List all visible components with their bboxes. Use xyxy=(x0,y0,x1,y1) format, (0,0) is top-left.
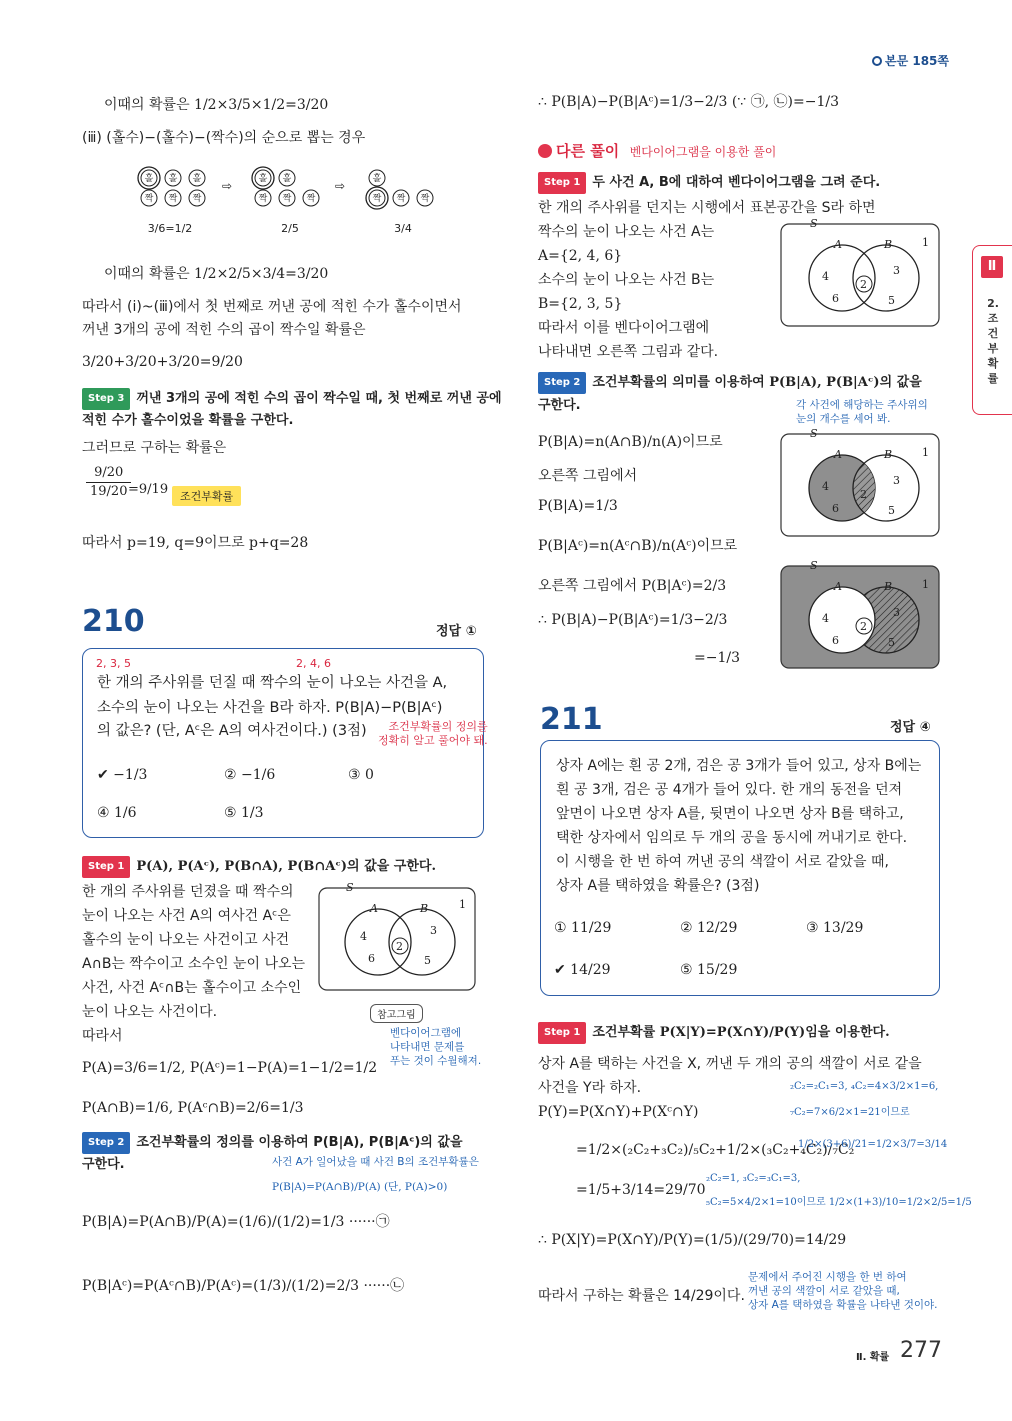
svg-text:짝: 짝 xyxy=(396,194,406,204)
svg-text:짝: 짝 xyxy=(372,194,382,204)
alt-step2-heading-2: 구한다. xyxy=(538,398,581,413)
answer-211: 정답 ④ xyxy=(890,720,931,735)
q211-final-note: 문제에서 주어진 시행을 한 번 하여 꺼낸 공의 색깔이 서로 같았을 때, 상자 A를 택하였을 확률을 나타낸 것이야. xyxy=(748,1271,938,1311)
final-answer-line: 따라서 p=19, q=9이므로 p+q=28 xyxy=(82,535,309,551)
alt-eq-3: P(B|Aᶜ)=n(Aᶜ∩B)/n(Aᶜ)이므로 xyxy=(538,538,738,554)
q211-line-5: 이 시행을 한 번 하여 꺼낸 공의 색깔이 서로 같았을 때, xyxy=(556,854,889,870)
venn-diagram-3 xyxy=(780,428,942,540)
svg-text:2: 2 xyxy=(860,278,867,291)
right-result-line: ∴ P(B|A)−P(B|Aᶜ)=1/3−2/3 (∵ ㉠, ㉡)=−1/3 xyxy=(538,94,839,110)
alt-icon xyxy=(538,144,552,158)
q211-choice-5[interactable]: ⑤ 15/29 xyxy=(680,962,738,978)
svg-text:2/5: 2/5 xyxy=(281,222,299,235)
s1-line-4: A∩B는 짝수이고 소수인 눈이 나오는 xyxy=(82,956,306,972)
step2-badge: Step 2 xyxy=(82,1132,130,1154)
annotation-even: 2, 4, 6 xyxy=(296,657,331,670)
q211-py-result: =1/5+3/14=29/70 xyxy=(576,1182,706,1198)
q210-step1-heading: Step 1 P(A), P(Aᶜ), P(B∩A), P(B∩Aᶜ)의 값을 구한다. xyxy=(82,856,436,878)
q211-line-3: 앞면이 나오면 상자 A를, 뒷면이 나오면 상자 B를 택하고, xyxy=(556,806,904,822)
summary-line-1: 따라서 (ⅰ)~(ⅲ)에서 첫 번째로 꺼낸 공에 적힌 수가 홀수이면서 xyxy=(82,299,462,315)
chapter-sidebar[interactable] xyxy=(972,245,1012,415)
alt-eq-4: 오른쪽 그림에서 P(B|Aᶜ)=2/3 xyxy=(538,578,727,594)
q211-def-1: 상자 A를 택하는 사건을 X, 꺼낸 두 개의 공의 색깔이 서로 같을 xyxy=(538,1056,922,1072)
q211-py-expand: =1/2×(₂C₂+₃C₂)/₅C₂+1/2×(₃C₂+₄C₂)/₇C₂ xyxy=(576,1142,855,1158)
q210-step2-heading-2: 구한다. xyxy=(82,1157,125,1172)
svg-text:2: 2 xyxy=(860,620,867,633)
svg-text:짝: 짝 xyxy=(420,194,430,204)
page-reference: 본문 185쪽 xyxy=(872,52,949,69)
q210-line-3: 의 값은? (단, Aᶜ은 A의 여사건이다.) (3점) xyxy=(97,723,367,739)
alt-s1-line-5: B={2, 3, 5} xyxy=(538,296,623,312)
q211-choice-3[interactable]: ③ 13/29 xyxy=(806,920,864,936)
svg-text:짝: 짝 xyxy=(192,194,202,204)
svg-text:5: 5 xyxy=(888,636,895,649)
alt-eq-5: ∴ P(B|A)−P(B|Aᶜ)=1/3−2/3 xyxy=(538,612,728,628)
svg-text:2: 2 xyxy=(860,488,867,501)
svg-text:A: A xyxy=(834,580,842,593)
q211-line-2: 흰 공 3개, 검은 공 4개가 들어 있다. 한 개의 동전을 던져 xyxy=(556,782,903,798)
q211-line-1: 상자 A에는 흰 공 2개, 검은 공 3개가 들어 있고, 상자 B에는 xyxy=(556,758,922,774)
alt-s1-line-2: 짝수의 눈이 나오는 사건 A는 xyxy=(538,224,715,240)
svg-text:3: 3 xyxy=(893,606,900,619)
svg-text:A: A xyxy=(370,902,378,915)
svg-text:5: 5 xyxy=(888,294,895,307)
q210-step2-heading: Step 2 조건부확률의 정의를 이용하여 P(B|A), P(B|Aᶜ)의 값을 xyxy=(82,1132,463,1154)
circle-icon xyxy=(872,56,882,66)
svg-text:S: S xyxy=(810,560,818,572)
alt-s1-line-4: 소수의 눈이 나오는 사건 B는 xyxy=(538,272,715,288)
svg-text:B: B xyxy=(420,902,429,915)
conditional-fraction: 9/20 19/20 xyxy=(86,464,131,501)
s1-line-2: 눈이 나오는 사건 A의 여사건 Aᶜ은 xyxy=(82,908,291,924)
choice-3[interactable]: ③ 0 xyxy=(348,767,374,783)
comb-note-2: ₇C₂=7×6/2×1=21이므로 xyxy=(790,1107,910,1118)
eq-cond-2: P(B|Aᶜ)=P(Aᶜ∩B)/P(Aᶜ)=(1/3)/(1/2)=2/3 ······㉡ xyxy=(82,1278,405,1294)
q211-py: P(Y)=P(X∩Y)+P(Xᶜ∩Y) xyxy=(538,1104,699,1120)
svg-text:1: 1 xyxy=(922,446,929,459)
q211-line-6: 상자 A를 택하였을 확률은? (3점) xyxy=(556,878,760,894)
eq-probabilities-1: P(A)=3/6=1/2, P(Aᶜ)=1−P(A)=1−1/2=1/2 xyxy=(82,1060,378,1076)
svg-text:A: A xyxy=(834,448,842,461)
conditional-tag: 조건부확률 xyxy=(172,486,241,506)
q211-conditional: ∴ P(X|Y)=P(X∩Y)/P(Y)=(1/5)/(29/70)=14/29 xyxy=(538,1232,847,1248)
step3-badge: Step 3 xyxy=(82,388,130,410)
svg-text:3/4: 3/4 xyxy=(394,222,412,235)
svg-text:S: S xyxy=(810,428,818,440)
eq-probabilities-2: P(A∩B)=1/6, P(Aᶜ∩B)=2/6=1/3 xyxy=(82,1100,304,1116)
comb-note-3: 1/2×(3+6)/21=1/2×3/7=3/14 xyxy=(798,1139,948,1150)
page-number: 277 xyxy=(900,1338,942,1363)
svg-text:1: 1 xyxy=(922,578,929,591)
svg-text:홀: 홀 xyxy=(372,174,382,184)
svg-text:⇨: ⇨ xyxy=(334,179,346,193)
prob-line-1: 이때의 확률은 1/2×3/5×1/2=3/20 xyxy=(104,97,329,113)
svg-text:3: 3 xyxy=(430,924,437,937)
alt-count-note: 각 사건에 해당하는 주사위의 눈의 개수를 세어 봐. xyxy=(796,399,928,425)
choice-5[interactable]: ⑤ 1/3 xyxy=(224,805,264,821)
svg-text:1: 1 xyxy=(922,236,929,249)
venn-diagram-2 xyxy=(780,218,942,330)
svg-text:B: B xyxy=(884,448,893,461)
section-label: 2.조건부확률 xyxy=(987,297,999,385)
alt-s1-line-1: 한 개의 주사위를 던지는 시행에서 표본공간을 S라 하면 xyxy=(538,200,876,216)
svg-text:B: B xyxy=(884,580,893,593)
footer-chapter: Ⅱ. 확률 xyxy=(856,1352,890,1363)
svg-text:S: S xyxy=(810,218,818,230)
svg-text:홀: 홀 xyxy=(144,174,154,184)
ball-diagram xyxy=(125,160,455,245)
svg-text:짝: 짝 xyxy=(282,194,292,204)
alt-step1-heading: Step 1 두 사건 A, B에 대하여 벤다이어그램을 그려 준다. xyxy=(538,172,880,194)
step3-heading-2: 적힌 수가 홀수이었을 확률을 구한다. xyxy=(82,413,294,428)
svg-text:6: 6 xyxy=(832,502,839,515)
svg-text:4: 4 xyxy=(822,480,829,493)
problem-number-210: 210 xyxy=(82,604,145,639)
svg-text:⇨: ⇨ xyxy=(221,179,233,193)
q211-step1-heading: Step 1 조건부확률 P(X|Y)=P(X∩Y)/P(Y)임을 이용한다. xyxy=(538,1022,890,1044)
case3-heading: (ⅲ) (홀수)−(홀수)−(짝수)의 순으로 뽑는 경우 xyxy=(82,130,366,146)
svg-text:홀: 홀 xyxy=(258,174,268,184)
sum-equation: 3/20+3/20+3/20=9/20 xyxy=(82,354,243,370)
comb-note-5: ₅C₂=5×4/2×1=10이므로 1/2×(1+3)/10=1/2×2/5=1/5 xyxy=(706,1197,972,1208)
answer-210: 정답 ① xyxy=(436,624,477,639)
venn-diagram-1 xyxy=(318,882,478,994)
s1-line-3: 홀수의 눈이 나오는 사건이고 사건 xyxy=(82,932,290,948)
svg-text:S: S xyxy=(346,882,354,894)
svg-text:짝: 짝 xyxy=(258,194,268,204)
ball-group-3 xyxy=(366,170,433,209)
q211-def-2: 사건을 Y라 하자. xyxy=(538,1080,642,1096)
alt-eq-2: P(B|A)=1/3 xyxy=(538,498,618,514)
definition-formula: P(B|A)=P(A∩B)/P(A) (단, P(A)>0) xyxy=(272,1181,448,1193)
s1-line-7: 따라서 xyxy=(82,1028,123,1044)
alt-eq-1b: 오른쪽 그림에서 xyxy=(538,468,638,484)
q210-line-1: 한 개의 주사위를 던질 때 짝수의 눈이 나오는 사건을 A, xyxy=(97,675,448,691)
s1-line-5: 사건, 사건 Aᶜ∩B는 홀수이고 소수인 xyxy=(82,980,302,996)
problem-number-211: 211 xyxy=(540,702,603,737)
q211-choice-2[interactable]: ② 12/29 xyxy=(680,920,738,936)
s1-line-6: 눈이 나오는 사건이다. xyxy=(82,1004,218,1020)
svg-text:4: 4 xyxy=(822,612,829,625)
definition-note: 사건 A가 일어났을 때 사건 B의 조건부확률은 xyxy=(272,1156,479,1168)
choice-2[interactable]: ② −1/6 xyxy=(224,767,276,783)
step3-heading: Step 3 꺼낸 3개의 공에 적힌 수의 곱이 짝수일 때, 첫 번째로 꺼낸 공에 xyxy=(82,388,502,410)
q211-final: 따라서 구하는 확률은 14/29이다. xyxy=(538,1288,745,1304)
svg-text:4: 4 xyxy=(822,270,829,283)
result-intro: 그러므로 구하는 확률은 xyxy=(82,440,227,456)
svg-text:3: 3 xyxy=(893,474,900,487)
step1-badge: Step 1 xyxy=(82,856,130,878)
svg-text:A: A xyxy=(834,238,842,251)
svg-text:홀: 홀 xyxy=(192,174,202,184)
summary-line-2: 꺼낸 3개의 공에 적힌 수의 곱이 짝수일 확률은 xyxy=(82,322,366,338)
alt-step2-heading: Step 2 조건부확률의 의미를 이용하여 P(B|A), P(B|Aᶜ)의 값을 xyxy=(538,372,922,394)
svg-text:6: 6 xyxy=(832,634,839,647)
svg-text:4: 4 xyxy=(360,930,367,943)
annotation-prime: 2, 3, 5 xyxy=(96,657,131,670)
ball-group-2 xyxy=(252,167,319,206)
alt-solution-heading: 다른 풀이 벤다이어그램을 이용한 풀이 xyxy=(538,141,776,162)
alt-s1-line-7: 나타내면 오른쪽 그림과 같다. xyxy=(538,344,719,360)
svg-text:5: 5 xyxy=(424,954,431,967)
choice-4[interactable]: ④ 1/6 xyxy=(97,805,137,821)
q211-choice-1[interactable]: ① 11/29 xyxy=(554,920,612,936)
svg-text:6: 6 xyxy=(832,292,839,305)
ball-group-1 xyxy=(138,167,205,206)
alt-s1-line-3: A={2, 4, 6} xyxy=(538,248,623,264)
svg-text:5: 5 xyxy=(888,504,895,517)
s1-line-1: 한 개의 주사위를 던졌을 때 짝수의 xyxy=(82,884,294,900)
venn-diagram-4 xyxy=(780,560,942,672)
choice-1[interactable]: ✔ −1/3 xyxy=(97,767,148,783)
svg-text:3: 3 xyxy=(893,264,900,277)
svg-text:짝: 짝 xyxy=(168,194,178,204)
svg-text:홀: 홀 xyxy=(168,174,178,184)
reference-figure-label: 참고그림 xyxy=(370,1004,423,1023)
svg-text:2: 2 xyxy=(396,940,403,953)
svg-text:B: B xyxy=(884,238,893,251)
svg-text:짝: 짝 xyxy=(144,194,154,204)
q211-line-4: 택한 상자에서 임의로 두 개의 공을 동시에 꺼내기로 한다. xyxy=(556,830,908,846)
q210-line-2: 소수의 눈이 나오는 사건을 B라 하자. P(B|A)−P(B|Aᶜ) xyxy=(97,700,443,716)
conditional-result: =9/19 xyxy=(128,482,169,497)
svg-text:홀: 홀 xyxy=(282,174,292,184)
q210-hint: 조건부확률의 정의를 정확히 알고 풀어야 돼. xyxy=(378,720,488,747)
alt-eq-1: P(B|A)=n(A∩B)/n(A)이므로 xyxy=(538,434,723,450)
comb-note-4: ₂C₂=1, ₃C₂=₃C₁=3, xyxy=(706,1173,801,1184)
svg-text:3/6=1/2: 3/6=1/2 xyxy=(147,222,193,235)
reference-note: 벤다이어그램에 나타내면 문제를 푸는 것이 수월해져. xyxy=(390,1027,482,1067)
svg-text:6: 6 xyxy=(368,952,375,965)
svg-text:1: 1 xyxy=(459,898,466,911)
eq-cond-1: P(B|A)=P(A∩B)/P(A)=(1/6)/(1/2)=1/3 ······㉠ xyxy=(82,1214,390,1230)
alt-s1-line-6: 따라서 이를 벤다이어그램에 xyxy=(538,320,710,336)
chapter-tab[interactable]: Ⅱ xyxy=(981,256,1003,278)
q211-choice-4[interactable]: ✔ 14/29 xyxy=(554,962,611,978)
prob-line-2: 이때의 확률은 1/2×2/5×3/4=3/20 xyxy=(104,266,329,282)
alt-eq-6: =−1/3 xyxy=(694,650,740,666)
comb-note-1: ₂C₂=₂C₁=3, ₄C₂=4×3/2×1=6, xyxy=(790,1081,939,1092)
svg-text:짝: 짝 xyxy=(306,194,316,204)
